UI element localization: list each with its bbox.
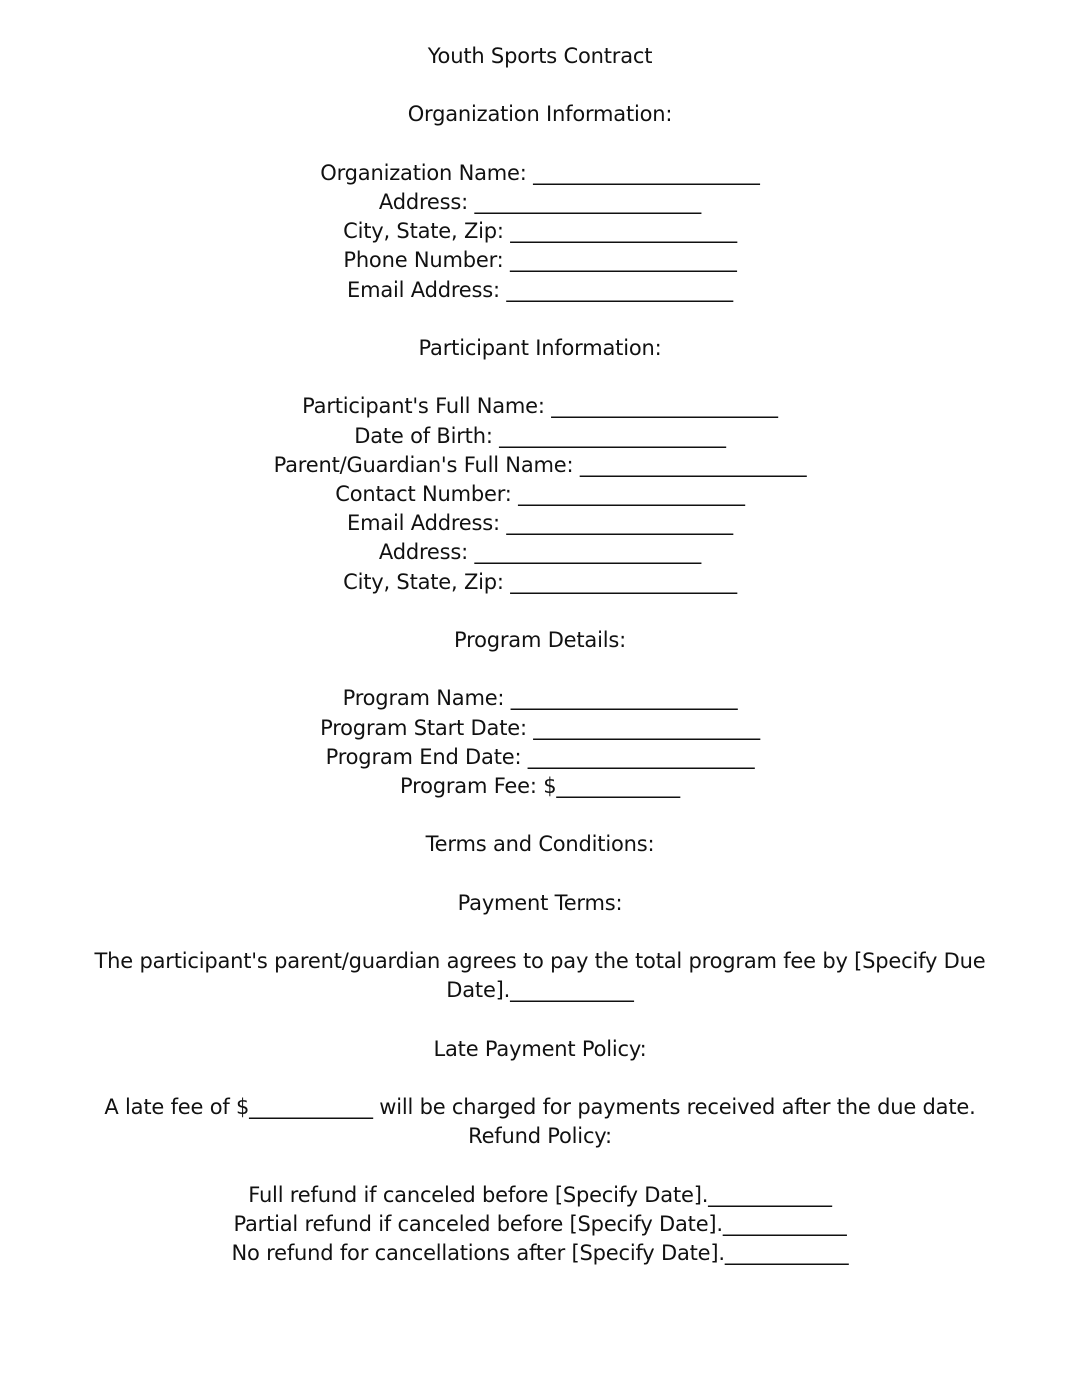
spacer	[0, 597, 1080, 626]
no-refund-item: No refund for cancellations after [Specify Date].____________	[231, 1241, 849, 1266]
program-start-date-field: Program Start Date: ______________________	[320, 715, 760, 740]
spacer	[0, 655, 1080, 684]
participant-email-field: Email Address: ______________________	[347, 511, 733, 536]
organization-address-field: Address: ______________________	[378, 189, 702, 214]
spacer	[0, 1006, 1080, 1035]
late-payment-heading: Late Payment Policy:	[433, 1036, 647, 1061]
participant-contact-field: Contact Number: ______________________	[335, 481, 745, 506]
organization-city-state-zip-field: City, State, Zip: ______________________	[343, 219, 737, 244]
late-payment-text: A late fee of $____________ will be charged for payments received after the due date.	[104, 1095, 976, 1120]
terms-heading: Terms and Conditions:	[425, 832, 655, 857]
participant-name-field: Participant's Full Name: ______________________	[302, 394, 778, 419]
spacer	[0, 860, 1080, 889]
participant-dob-field: Date of Birth: ______________________	[354, 423, 726, 448]
document-title: Youth Sports Contract	[427, 44, 653, 68]
spacer	[0, 71, 1080, 100]
spacer	[0, 305, 1080, 334]
payment-terms-heading: Payment Terms:	[457, 890, 623, 915]
spacer	[0, 363, 1080, 392]
full-refund-item: Full refund if canceled before [Specify Date].____________	[248, 1182, 832, 1207]
program-heading: Program Details:	[454, 627, 626, 652]
spacer	[0, 1152, 1080, 1181]
organization-name-field: Organization Name: ______________________	[320, 160, 760, 185]
program-name-field: Program Name: ______________________	[342, 686, 738, 711]
payment-terms-text: The participant's parent/guardian agrees to pay the total program fee by [Specify Due Date].____________	[94, 949, 986, 1003]
program-fee-field: Program Fee: $____________	[400, 773, 680, 798]
spacer	[0, 130, 1080, 159]
contract-document	[0, 42, 1080, 1268]
organization-heading: Organization Information:	[407, 102, 673, 127]
organization-phone-field: Phone Number: ______________________	[343, 248, 737, 273]
program-end-date-field: Program End Date: ______________________	[325, 744, 755, 769]
participant-heading: Participant Information:	[418, 335, 662, 360]
spacer	[0, 1064, 1080, 1093]
spacer	[0, 918, 1080, 947]
spacer	[0, 801, 1080, 830]
refund-policy-heading: Refund Policy:	[468, 1124, 612, 1149]
guardian-name-field: Parent/Guardian's Full Name: ______________________	[273, 452, 807, 477]
partial-refund-item: Partial refund if canceled before [Specify Date].____________	[233, 1211, 847, 1236]
participant-city-state-zip-field: City, State, Zip: ______________________	[343, 569, 737, 594]
organization-email-field: Email Address: ______________________	[347, 277, 733, 302]
participant-address-field: Address: ______________________	[378, 540, 702, 565]
